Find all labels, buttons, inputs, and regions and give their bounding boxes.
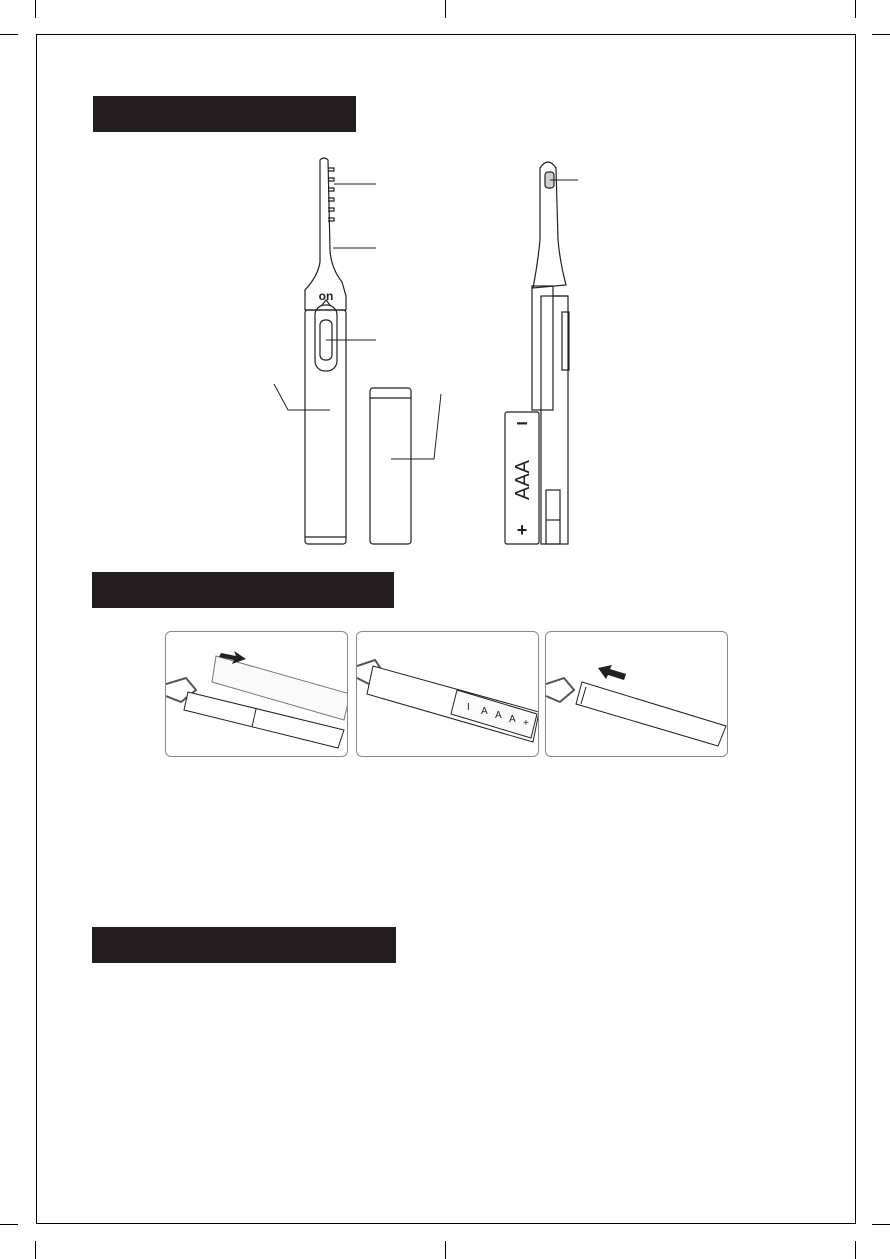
handle-body bbox=[305, 310, 346, 544]
crop-mark-bottom-left-v bbox=[35, 1241, 36, 1259]
battery-cover bbox=[370, 388, 411, 544]
section-header-bar-2 bbox=[92, 572, 394, 608]
svg-text:+: + bbox=[523, 718, 529, 729]
svg-text:A: A bbox=[481, 706, 488, 717]
step-panel-remove-cover bbox=[165, 631, 348, 757]
on-switch bbox=[315, 305, 337, 371]
step-panel-replace-cover bbox=[545, 631, 728, 757]
section-header-bar-3 bbox=[92, 927, 396, 963]
device-body bbox=[576, 682, 726, 746]
side-view-cover bbox=[541, 296, 568, 544]
svg-text:A: A bbox=[509, 714, 516, 725]
comb-head bbox=[305, 158, 346, 310]
switch-label: on bbox=[318, 289, 334, 303]
svg-text:A: A bbox=[495, 710, 502, 721]
step-panel-insert-battery bbox=[356, 631, 539, 757]
crop-mark-bottom-center-v bbox=[445, 1241, 446, 1259]
crop-mark-bottom-right-v bbox=[855, 1241, 856, 1259]
arrow-left-icon bbox=[598, 665, 626, 680]
battery-minus: − bbox=[516, 413, 528, 435]
side-view-body bbox=[532, 286, 553, 410]
battery-label: AAA bbox=[512, 459, 534, 501]
battery-plus: + bbox=[516, 520, 528, 540]
product-diagram bbox=[0, 0, 890, 560]
svg-text:I: I bbox=[467, 702, 470, 713]
crop-mark-bottom-left-h bbox=[0, 1224, 18, 1225]
crop-mark-bottom-right-h bbox=[872, 1224, 890, 1225]
